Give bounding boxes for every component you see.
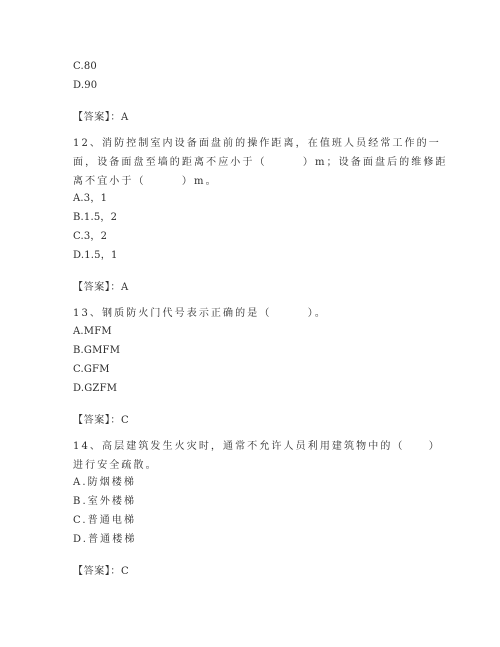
question-12-option-d: D.1.5，1 (73, 250, 118, 261)
question-12-line-1: 12、消防控制室内设备面盘前的操作距离，在值班人员经常工作的一 (73, 138, 441, 149)
question-13-answer: 【答案】：C (73, 415, 130, 426)
option-d-prev: D.90 (73, 80, 98, 91)
question-13-option-a: A.MFM (73, 326, 112, 337)
question-14-option-b: B.室外楼梯 (73, 496, 137, 507)
question-14-line-1: 14、高层建筑发生火灾时，通常不允许人员利用建筑物中的（ ） (73, 441, 441, 452)
question-12-line-3: 离不宜小于（ ）m。 (73, 176, 218, 187)
question-12-option-a: A.3，1 (73, 193, 108, 204)
question-13-option-b: B.GMFM (73, 345, 121, 356)
answer-prev: 【答案】：A (73, 112, 129, 123)
question-12-option-b: B.1.5，2 (73, 212, 118, 223)
question-12-line-2: 面，设备面盘至墙的距离不应小于（ ）m；设备面盘后的维修距 (73, 157, 448, 168)
question-13-option-c: C.GFM (73, 364, 110, 375)
question-14-option-c: C.普通电梯 (73, 515, 137, 526)
question-14-answer: 【答案】：C (73, 566, 130, 577)
question-12-option-c: C.3，2 (73, 231, 108, 242)
question-14-line-2: 进行安全疏散。 (73, 460, 158, 471)
question-14-option-d: D.普通楼梯 (73, 534, 137, 545)
question-13-line-1: 13、钢质防火门代号表示正确的是（ ）。 (73, 308, 327, 319)
question-13-option-d: D.GZFM (73, 383, 118, 394)
question-14-option-a: A.防烟楼梯 (73, 477, 137, 488)
question-12-answer: 【答案】：A (73, 282, 129, 293)
option-c-prev: C.80 (73, 61, 97, 72)
